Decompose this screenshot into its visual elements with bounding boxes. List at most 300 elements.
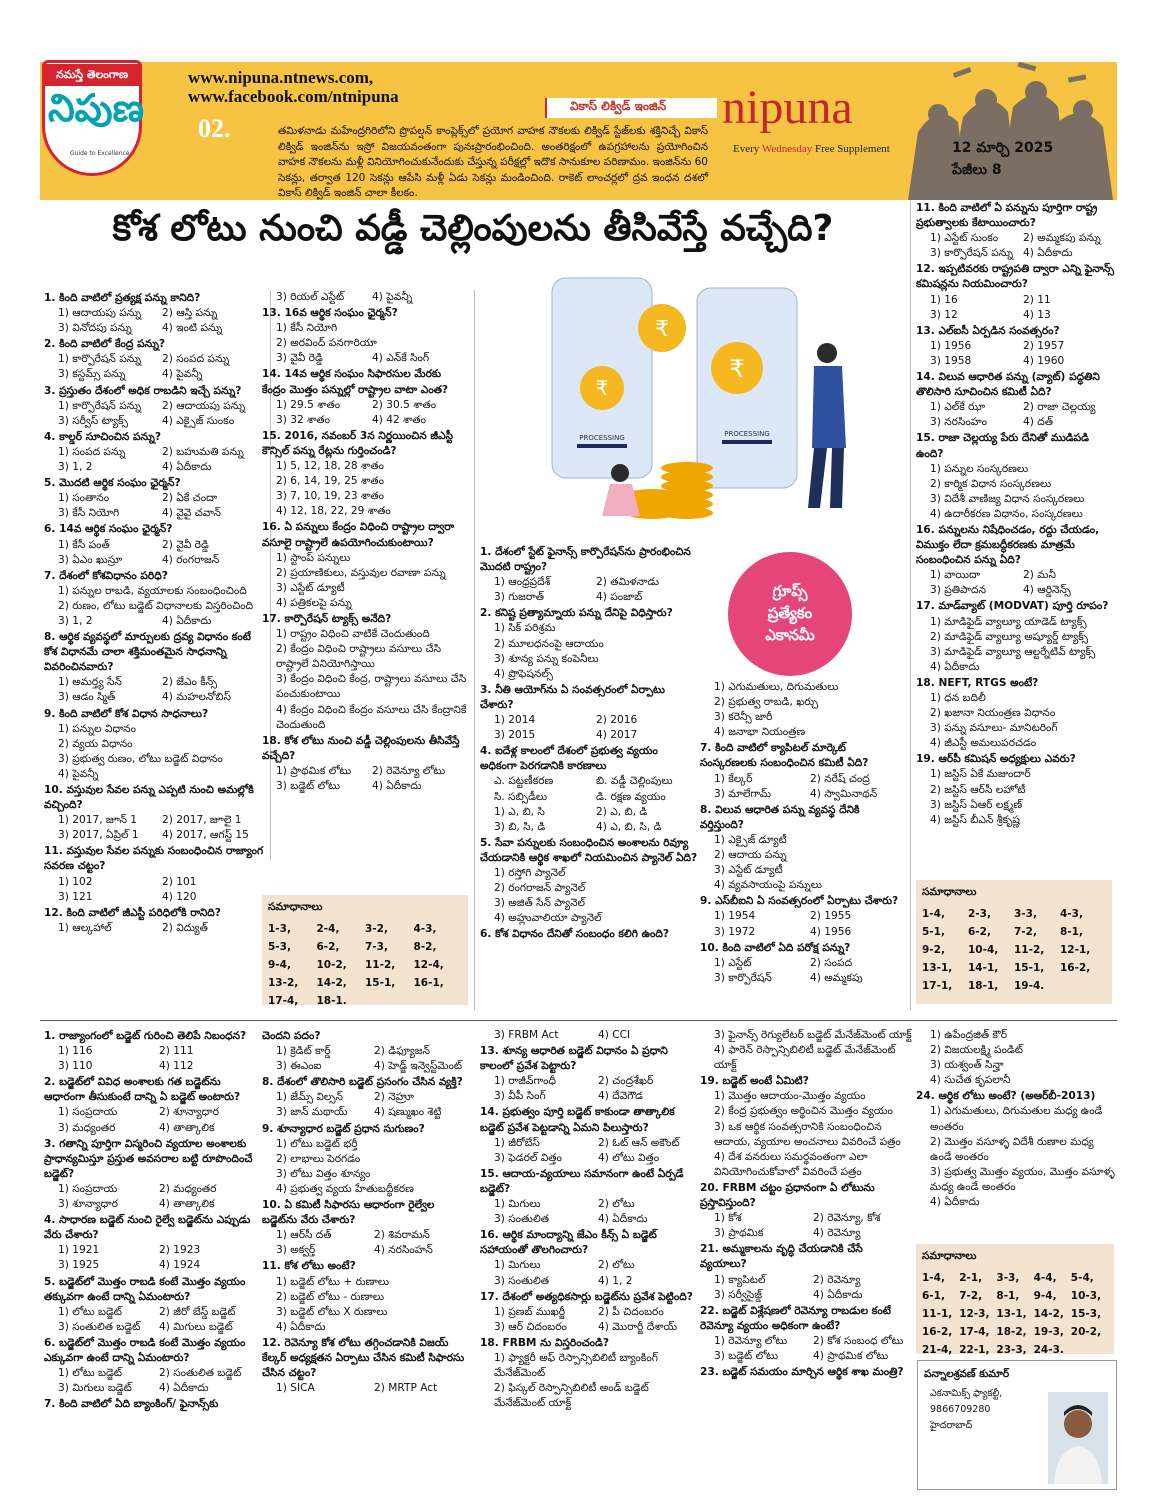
- option-text: 2) లోటు: [598, 1259, 635, 1272]
- answer-item: 10-2,: [316, 959, 347, 971]
- answer-item: 5-4,: [1070, 1272, 1094, 1284]
- answer-item: 2-3,: [968, 908, 991, 920]
- option-text: 3) 32 శాతం: [276, 413, 331, 426]
- question-item: [262, 290, 468, 305]
- page-title: కోశ లోటు నుంచి వడ్డీ చెల్లింపులను తీసివేస్తే వచ్చేది?: [112, 208, 834, 249]
- question-item: [916, 599, 1116, 674]
- question-text: 14. ప్రభుత్వం పూర్తి బడ్జెట్ కాకుండా తాత్కాలిక బడ్జెట్ ప్రవేశ పెట్టడాన్ని ఏమని పిలుస్తారు?: [480, 1106, 675, 1134]
- option-text: 3) కరెన్సీ జారీ: [714, 711, 773, 724]
- option-text: 1) ఎగుమతులు, దిగుమతుల మధ్య ఉండే అంతరం: [930, 1105, 1103, 1133]
- option-text: 2) మనీ: [1023, 569, 1056, 582]
- option-text: 3) వైవీ రెడ్డి: [276, 352, 323, 365]
- option-text: 1) రాష్ట్రం విధించి వాటికే చెందుతుంది: [276, 628, 430, 641]
- question-text: 2. కింది వాటిలో కేంద్ర పన్ను?: [44, 338, 166, 351]
- answer-item: 19-4.: [1014, 980, 1045, 992]
- option-text: 1) కేల్కర్: [714, 772, 753, 785]
- option-text: 2) 1957: [1023, 339, 1065, 352]
- answer-item: 6-1,: [922, 1290, 945, 1302]
- question-text: 12. ఇప్పటివరకు రాష్ట్రపతి ద్వారా ఎన్ని ఫైనాన్స్ కమిషన్లను నియమించారు?: [916, 263, 1115, 291]
- question-text: 2. కనిష్ట ప్రత్యామ్నాయ పన్ను దేనిపై విధిస్తారు?: [480, 607, 673, 620]
- author-photo: [1048, 1392, 1108, 1484]
- option-text: 1) ఆంధ్రప్రదేశ్: [494, 576, 551, 589]
- option-grid: [480, 1074, 702, 1104]
- badge-line: గ్రూప్స్: [772, 582, 808, 600]
- question-item: [916, 1028, 1116, 1088]
- option-text: 2) జేఎం కీన్స్: [162, 676, 218, 689]
- answer-item: 15-3,: [1070, 1308, 1102, 1320]
- question-text: 22. బడ్జెట్ విశ్లేషణలో రెవెన్యూ రాబడుల కంటే రెవెన్యూ వ్యయం అధికంగా ఉంటే?: [700, 1304, 891, 1332]
- logo-ribbon: నమస్తే తెలంగాణ: [44, 64, 140, 86]
- option-text: 3) శూన్య పన్ను కంపెనీలు: [494, 652, 599, 665]
- option-text: 1) ధన బదిలీ: [930, 692, 986, 704]
- option-text: 3) 12: [930, 308, 958, 321]
- question-text: 2. బడ్జెట్‌లో వివిధ అంశాలకు గత బడ్జెట్‌ను ఆధారంగా తీసుకుంటే దాన్ని ఏ బడ్జెట్ అంటారు?: [44, 1076, 241, 1104]
- option-text: 4) పైవన్నీ: [58, 767, 99, 780]
- option-text: 1) ఎక్సైజ్ డ్యూటీ: [714, 833, 787, 846]
- question-item: [916, 201, 1116, 261]
- option-text: 2) రెవెన్యూ లోటు: [372, 764, 446, 777]
- option-text: 4) 12, 18, 22, 29 శాతం: [276, 505, 391, 518]
- option-grid: [916, 339, 1116, 369]
- option-text: 2) మొత్తం వసూళ్ళ విదేశీ రుణాల మధ్య ఉండే అంతరం: [930, 1135, 1094, 1163]
- question-text: 6. 14వ ఆర్థిక సంఘం ఛైర్మన్?: [44, 523, 173, 536]
- option-text: 2) రెవెన్యూ, కోశ: [813, 1212, 881, 1225]
- question-item: [44, 384, 266, 429]
- answer-item: 18-1,: [968, 980, 999, 992]
- option-text: 3) మాడిఫైడ్ వ్యాల్యూ ఆల్టర్నేటివ్ ట్యాక్స్: [930, 645, 1096, 658]
- option-text: 4) 1924: [159, 1259, 201, 1272]
- option-text: 3) కార్పొరేషన్: [714, 971, 772, 984]
- option-text: 3) ప్రభుత్వ మొత్తం వ్యయం, మొత్తం వసూళ్ళ మధ్య ఉండే అంతరం: [930, 1165, 1115, 1193]
- question-item: [700, 1028, 912, 1073]
- question-column-1: [44, 290, 266, 936]
- option-text: 1) బడ్జెట్ లోటు + రుణాలు: [276, 1275, 390, 1288]
- option-grid: [262, 764, 468, 794]
- question-text: 8. విలువ ఆధారిత పన్ను వ్యవస్థ దేనికి వర్తిస్తుంది?: [700, 803, 860, 831]
- question-item: [262, 1075, 472, 1120]
- answer-item: 11-1,: [922, 1308, 953, 1320]
- option-text: 1) SICA: [276, 1382, 315, 1395]
- option-text: 2) లోటు: [598, 1198, 635, 1211]
- answer-item: 14-1,: [968, 962, 999, 974]
- option-text: 1) లోటు బడ్జెట్: [58, 1305, 122, 1318]
- option-text: 4) ఏదీకాదు: [162, 614, 212, 627]
- option-text: 3) ఫైనాన్స్ రెగ్యులేటర్ బడ్జెట్ మేనేజ్‌మెంట్ యాక్ట్: [714, 1029, 912, 1041]
- option-grid: [480, 1305, 702, 1335]
- option-text: 1) సంప్రదాయ: [58, 1182, 118, 1195]
- author-name: పన్నాలశ్రవణ్ కుమార్: [924, 1368, 1010, 1380]
- option-text: 1) స్టాంప్ పన్నులు: [276, 551, 351, 564]
- option-text: 2) రెవెన్యూ: [813, 1273, 861, 1286]
- question-item: [44, 476, 266, 521]
- option-text: 1) పన్నుల సంస్కరణలు: [930, 462, 1029, 475]
- option-text: 4) ఏదీకాదు: [1023, 247, 1073, 260]
- option-text: 3) జాన్ మథాయ్: [276, 1106, 348, 1119]
- option-text: 4) ఫారెన్ రెస్పాన్సిబిలిటీ బడ్జెట్ మేనేజ్‌మెంట్ యాక్ట్: [714, 1044, 896, 1072]
- answer-item: 5-1,: [922, 926, 945, 938]
- question-text: 8. దేశంలో తొలిసారి బడ్జెట్ ప్రసంగం చేసిన వ్యక్తి?: [262, 1076, 463, 1089]
- option-grid: [916, 568, 1116, 598]
- question-text: 10. కింది వాటిలో ఏది పరోక్ష పన్ను?: [700, 941, 851, 954]
- option-text: 2) మాడిఫైడ్ వ్యాల్యూ అష్యూర్డ్ ట్యాక్స్: [930, 630, 1089, 643]
- page-number: 02.: [198, 114, 231, 143]
- question-text: 9. కింది వాటిలో కోశ విధాన సాధనాలు?: [44, 707, 209, 720]
- option-grid: [44, 445, 266, 475]
- option-text: 1) క్యాపిటల్: [714, 1273, 766, 1286]
- facebook-url[interactable]: www.facebook.com/ntnipuna: [188, 87, 399, 106]
- question-text: 13. ఎల్‌ఐసీ ఏర్పడిన సంవత్సరం?: [916, 324, 1060, 337]
- option-text: 2) పీ చిదంబరం: [598, 1305, 664, 1318]
- option-text: 4) లోటు విత్తం: [598, 1151, 660, 1164]
- option-text: 1) కార్పొరేషన్ పన్ను: [58, 399, 142, 412]
- answer-item: 8-1,: [1060, 926, 1083, 938]
- question-item: [916, 431, 1116, 522]
- option-grid: [44, 1105, 260, 1135]
- question-item: [44, 783, 266, 843]
- option-text: 2) ఓట్ ఆన్ అకౌంట్: [598, 1136, 680, 1149]
- option-text: 1) ఎస్టేట్ సుంకం: [930, 232, 999, 245]
- answer-item: 21-4,: [922, 1344, 953, 1356]
- option-text: 3) యశ్వంత్ సిన్హా: [930, 1059, 1004, 1072]
- question-text: 1. దేశంలో స్టేట్ ఫైనాన్స్ కార్పొరేషన్‌ను ప్రారంభించిన మొదటి రాష్ట్రం?: [480, 546, 691, 574]
- answer-item: 15-1,: [365, 977, 396, 989]
- option-text: 2) శివరామన్: [374, 1229, 430, 1242]
- question-item: [480, 1105, 702, 1165]
- question-item: [700, 680, 906, 740]
- answer-item: 14-2,: [1033, 1308, 1064, 1320]
- answer-item: 16-2,: [1060, 962, 1091, 974]
- question-column-3: [480, 544, 698, 942]
- author-info: [930, 1386, 1002, 1434]
- option-grid: [44, 399, 266, 429]
- option-grid: [262, 1090, 472, 1120]
- option-grid: [700, 772, 906, 802]
- option-text: 1) 116: [58, 1045, 93, 1058]
- answers-title: సమాధానాలు: [922, 886, 977, 898]
- question-item: [480, 836, 698, 927]
- option-text: 3) సంతులిత: [494, 1274, 549, 1287]
- option-text: 4) వైవై చవాన్: [162, 507, 221, 520]
- option-text: 3) బి, సి, డి: [494, 820, 546, 833]
- option-grid: [44, 491, 266, 521]
- question-item: [480, 1167, 702, 1227]
- option-text: 1) కార్పొరేషన్ పన్ను: [58, 353, 142, 366]
- question-column-b3: [480, 1028, 702, 1411]
- option-grid: [700, 1334, 912, 1364]
- option-text: 4) 120: [162, 890, 197, 903]
- option-text: 1) ఫ్యాక్టరీ అఫ్ రెస్పాన్సిబిలిటీ బ్యాంకింగ్ మేనేజ్‌మెంట్: [494, 1351, 658, 1380]
- question-column-b5: [916, 1028, 1116, 1210]
- option-text: 4) రంగరాజన్: [162, 553, 220, 566]
- option-grid: [480, 1258, 702, 1288]
- question-text: 1. కింది వాటిలో ప్రత్యక్ష పన్ను కానిది?: [44, 292, 201, 304]
- svg-text:₹: ₹: [655, 317, 669, 342]
- option-text: 4) షణ్ముఖం శెట్టి: [374, 1106, 442, 1119]
- question-text: 14. 14వ ఆర్థిక సంఘం సిఫారసుల మేరకు కేంద్రం మొత్తం పన్నుల్లో రాష్ట్రాల వాటా ఎంత?: [262, 368, 449, 396]
- question-item: [44, 707, 266, 782]
- question-text: 20. FRBM చట్టం ప్రధానంగా ఏ లోటును ప్రస్తావిస్తుంది?: [700, 1181, 875, 1210]
- column-divider: [474, 290, 475, 1010]
- answer-item: 16-1,: [413, 977, 444, 989]
- answer-item: 14-2,: [316, 977, 347, 989]
- option-text: 2) కేంద్ర ప్రభుత్వం అర్థించిన మొత్తం వ్యయం: [714, 1105, 893, 1118]
- option-text: 1) రాజీవ్‌గాంధీ: [494, 1075, 556, 1088]
- answer-item: 12-1,: [1060, 944, 1091, 956]
- author-phone: 9866709280: [930, 1404, 991, 1415]
- option-text: 2) ప్రయాణికులు, వస్తువుల రవాణా పన్ను: [276, 566, 446, 579]
- answer-item: 19-3,: [1033, 1326, 1064, 1338]
- option-text: 4) దత్: [1023, 416, 1053, 429]
- option-text: 3) ఈఎంఐ: [276, 1060, 322, 1073]
- option-grid: [480, 575, 698, 605]
- option-text: 4) తాత్కాలిక: [159, 1198, 215, 1211]
- option-text: 2) ఖజానా నియంత్రణ విధానం: [930, 707, 1056, 720]
- option-text: 4) పైవన్నీ: [372, 291, 413, 303]
- question-text: 4. సాధారణ బడ్జెట్ నుంచి రైల్వే బడ్జెట్‌ను ఎప్పుడు వేరు చేశారు?: [44, 1214, 251, 1242]
- option-text: 4) ప్రభుత్వ వ్యయ హేతుబద్ధీకరణ: [276, 1182, 414, 1195]
- answer-item: 1-4,: [922, 908, 945, 920]
- option-text: 1) ఆదాయపు పన్ను: [58, 307, 142, 320]
- question-item: [700, 894, 906, 939]
- option-text: 4) ఏదీకాదు: [598, 1213, 648, 1226]
- option-text: 4) కేంద్రం విధించి కేంద్రం వసూలు చేసి కేంద్రానికే చెందుతుంది: [276, 703, 467, 731]
- option-text: 2) విజయలక్ష్మి పండిట్: [930, 1044, 1023, 1057]
- question-item: [480, 927, 698, 942]
- option-text: 1) జేమ్స్ విల్సన్: [276, 1091, 343, 1104]
- page-count: పేజీలు 8: [952, 162, 1002, 178]
- brand-name: nipuna: [722, 81, 853, 134]
- option-grid: [480, 774, 698, 834]
- question-item: [44, 1029, 260, 1074]
- answer-item: 8-1,: [996, 1290, 1020, 1302]
- option-text: 3) జస్టిస్ ఏఆర్ లక్ష్మణ్: [930, 798, 1023, 811]
- question-item: [916, 1089, 1116, 1210]
- option-text: 4) 2017, ఆగస్ట్ 15: [162, 829, 249, 842]
- option-text: 3) అజిత్ సేన్ ప్యానెల్: [494, 897, 586, 910]
- option-grid: [44, 614, 266, 629]
- option-text: 4) దేవెగౌడ: [598, 1090, 643, 1103]
- option-text: 1) 29.5 శాతం: [276, 398, 341, 411]
- option-text: 2) సంతులిత బడ్జెట్: [159, 1367, 242, 1380]
- answer-item: 7-3,: [365, 941, 388, 953]
- option-text: ఎ. పట్టణీకరణ: [494, 775, 554, 788]
- option-grid: [44, 921, 266, 936]
- option-text: 2) 2016: [596, 714, 638, 727]
- logo-word: నిపుణ: [48, 86, 144, 130]
- question-column-b4: [700, 1028, 912, 1380]
- question-item: [480, 1028, 702, 1043]
- question-text: 6. కోశ విధానం దేనితో సంబంధం కలిగి ఉంది?: [480, 928, 670, 941]
- option-text: 2) నెహ్రూ: [374, 1091, 414, 1104]
- supplement-tagline: Every Wednesday Free Supplement: [733, 143, 890, 155]
- question-item: [700, 1365, 912, 1380]
- question-item: [44, 844, 266, 904]
- option-text: 4) హెడ్జ్ ఇన్వెస్ట్‌మెంట్: [374, 1060, 463, 1073]
- answer-item: 7-2,: [959, 1290, 983, 1302]
- option-text: 1) ఆల్కహాల్: [58, 921, 112, 934]
- answer-item: 2-1,: [959, 1272, 983, 1284]
- option-text: 3) మిగులు బడ్జెట్: [58, 1382, 132, 1395]
- answers-grid: [922, 905, 1106, 995]
- option-text: 4) ఏదీకాదు: [276, 1320, 326, 1333]
- option-text: 2) కార్మిక విధాన సంస్కరణలు: [930, 477, 1052, 490]
- answer-item: 23-3,: [996, 1344, 1027, 1356]
- section-divider: [40, 1020, 1117, 1021]
- option-text: 2) రుణం, లోటు బడ్జెట్ విధానాలకు విస్తరించింది: [58, 599, 254, 612]
- news-text: తమిళనాడు మహేంద్రగిరిలోని ప్రొపల్షన్ కాంప్లెక్స్‌లో ప్రయోగ వాహక నౌకలకు లిక్విడ్ స్టేజ్‌లకు శక్తినిచ్చే వికాస్ లిక్విడ్ ఇంజిన్‌ను ఇస్రో విజయవంతంగా పునఃప్రారంభించింది. అంతరిక్షంలో ఉపగ్రహాలను ప్రయోగించిన వాహక నౌకలను మళ్లీ వినియోగించుకునేందుకు చేస్తున్న పరీక్షల్లో ఇదొక సానుకూల పరిణామం. ఇంజిన్‌ను 60 సెకన్లు, తర్వాత 120 సెకన్లు ఆపేసి మళ్లీ ఏడు సెకన్లు మండించింది. రాకెట్ లాంచర్లలో ద్రవ ఇంధన దశలో వికాస్ లిక్విడ్ ఇంజిన్ చాలా కీలకం.: [278, 125, 708, 199]
- option-grid: [916, 400, 1116, 430]
- option-text: 3) కస్టమ్స్ పన్ను: [58, 368, 126, 381]
- option-text: 2) విద్యుత్: [162, 921, 208, 934]
- question-item: [262, 367, 468, 427]
- question-item: [916, 370, 1116, 430]
- option-text: 2) లాభాలు పెరగడం: [276, 1152, 361, 1165]
- option-text: 3) ఆర్ చిదంబరం: [494, 1320, 567, 1333]
- option-text: 1) కోశ: [714, 1212, 742, 1225]
- answer-item: 11-2,: [365, 959, 396, 971]
- answer-item: 7-2,: [1014, 926, 1037, 938]
- website-url[interactable]: www.nipuna.ntnews.com,: [188, 68, 374, 87]
- option-text: 4) నరసింహన్: [374, 1244, 433, 1257]
- option-text: 3) అక్వర్త్: [276, 1244, 316, 1257]
- option-text: 4) ఏదీకాదు: [930, 660, 980, 673]
- question-column-b1: [44, 1028, 260, 1412]
- website-links: [188, 68, 399, 106]
- question-column-2: [262, 290, 468, 794]
- option-text: 3) కార్పొరేషన్ పన్ను: [930, 247, 1014, 260]
- option-text: 1) లోటు బడ్జెట్: [58, 1367, 122, 1380]
- option-text: 1) కేసీ పంత్: [58, 538, 110, 551]
- option-text: 1) ఎస్టేట్: [714, 956, 752, 969]
- option-text: 2) రాజా చెల్లయ్య: [1023, 401, 1096, 414]
- question-text: 15. ఆదాయ-వ్యయాలు సమానంగా ఉంటే ఏర్పడే బడ్జెట్?: [480, 1167, 684, 1195]
- option-text: 4) జీఎస్టీ అమలుపరచడం: [930, 737, 1037, 750]
- option-text: 4) 112: [159, 1060, 194, 1073]
- answer-item: 18-2,: [996, 1326, 1027, 1338]
- option-text: 1) క్రెడిట్ కార్డ్: [276, 1045, 331, 1058]
- answer-item: 15-1,: [1014, 962, 1045, 974]
- option-text: 2) వ్యయ విధానం: [58, 737, 133, 750]
- option-grid: [480, 1197, 702, 1227]
- answer-item: 24-3.: [1033, 1344, 1064, 1356]
- badge-line: ఎకానమీ: [765, 626, 815, 644]
- question-item: [916, 523, 1116, 598]
- option-grid: [700, 956, 906, 986]
- option-text: 2) 1955: [810, 910, 852, 923]
- badge-line: ప్రత్యేకం: [767, 604, 813, 622]
- question-text: 9. శూన్యాధార బడ్జెట్ ప్రధాన సుగుణం?: [262, 1122, 425, 1135]
- graduates-illustration-icon: [898, 62, 1117, 200]
- option-text: 4) ఆర్డినెన్స్: [1023, 584, 1071, 597]
- question-text: 24. ఆర్థిక లోటు అంటే? (అఆర్‌బీ-2013): [916, 1090, 1096, 1103]
- option-text: 4) సుచేత కృపలానీ: [930, 1074, 1011, 1087]
- option-text: 3) ఫెడరల్ విత్తం: [494, 1151, 562, 1164]
- option-grid: [44, 1243, 260, 1273]
- option-text: 3) ఎస్టేట్ డ్యూటీ: [714, 864, 783, 877]
- option-grid: [44, 306, 266, 336]
- option-text: 1) మొత్తం ఆదాయం-మొత్తం వ్యయం: [714, 1090, 866, 1103]
- option-text: 2) ఎ, బి, డి: [596, 805, 648, 818]
- option-text: 2) చంద్రశేఖర్: [598, 1075, 654, 1088]
- question-item: [44, 906, 266, 936]
- option-text: 2) బహుమతి పన్ను: [162, 445, 244, 458]
- question-item: [44, 1336, 260, 1396]
- option-text: 1) అమర్త్య సేన్: [58, 676, 122, 689]
- answer-item: 18-1.: [316, 995, 347, 1007]
- option-grid: [700, 1211, 912, 1241]
- question-text: 6. బడ్జెట్‌లో మొత్తం రాబడి కంటే మొత్తం వ్యయం ఎక్కువగా ఉంటే దాన్ని ఏమంటారు?: [44, 1336, 246, 1364]
- question-item: [480, 1044, 702, 1104]
- answer-item: 3-3,: [996, 1272, 1020, 1284]
- option-text: సి. సబ్సిడీలు: [494, 790, 548, 803]
- option-grid: [44, 1366, 260, 1396]
- question-text: 4. కాల్డర్ సూచించిన పన్ను?: [44, 430, 161, 443]
- question-item: [44, 1213, 260, 1273]
- question-item: [916, 324, 1116, 369]
- question-item: [44, 291, 266, 336]
- question-item: [480, 545, 698, 605]
- question-item: [262, 1336, 472, 1396]
- svg-text:₹: ₹: [729, 355, 745, 383]
- option-text: 2) మధ్యంతర: [159, 1182, 217, 1195]
- question-text: 17. కార్పొరేషన్ ట్యాక్స్ అనేది?: [262, 612, 392, 625]
- option-text: 2) 11: [1023, 293, 1051, 306]
- question-item: [480, 1336, 702, 1411]
- option-grid: [44, 352, 266, 382]
- answer-item: 10-4,: [968, 944, 999, 956]
- question-item: [44, 337, 266, 382]
- question-text: 7. దేశంలో కోశవిధానం పరిధి?: [44, 569, 168, 582]
- option-text: 3) 121: [58, 890, 93, 903]
- question-text: 18. FRBM ను విస్తరించండి?: [480, 1336, 609, 1349]
- option-text: 2) అమ్మకపు పన్ను: [1023, 232, 1101, 245]
- question-column-5: [916, 200, 1116, 828]
- option-text: 3) బడ్జెట్ లోటు: [276, 780, 340, 792]
- option-grid: [480, 1136, 702, 1166]
- answer-item: 13-1,: [996, 1308, 1027, 1320]
- option-text: 2) జీరో బేస్డ్ బడ్జెట్: [159, 1305, 236, 1318]
- answer-item: 2-4,: [316, 923, 340, 935]
- option-text: 4) జస్టిస్ బీఎన్ శ్రీకృష్ణ: [930, 813, 1020, 826]
- option-grid: [44, 1305, 260, 1335]
- groups-economy-badge: [728, 552, 852, 676]
- option-text: 4) అహ్లువాలియా ప్యానెల్: [494, 912, 602, 925]
- question-item: [916, 676, 1116, 751]
- option-text: 3) ఏఎం ఖుస్రూ: [58, 553, 123, 566]
- option-text: 1) జస్టిస్ ఏకే మజుందార్: [930, 768, 1031, 781]
- question-text: 15. రాజా చెల్లయ్య పేరు దేనితో ముడిపడి ఉంది?: [916, 432, 1089, 460]
- answer-item: 3-3,: [1014, 908, 1037, 920]
- option-text: 1) సిక్ పరిశ్రమ: [494, 622, 556, 635]
- option-text: 3) సంతులిత బడ్జెట్: [58, 1320, 141, 1333]
- question-item: [44, 1275, 260, 1335]
- option-text: 2) తమిళనాడు: [596, 576, 660, 589]
- option-text: 3) ప్రతిపాదన: [930, 584, 986, 597]
- question-text: 18. కోశ లోటు నుంచి వడ్డీ చెల్లింపులను తీసివేస్తే వచ్చేది?: [262, 734, 460, 762]
- answer-item: 3-2,: [365, 923, 388, 935]
- option-text: 4) ఎ, బి, సి, డి: [596, 820, 662, 833]
- question-text: 17. మాడ్‌వ్యాట్ (MODVAT) పూర్తి రూపం?: [916, 600, 1109, 613]
- option-text: 4) అమ్మకపు: [810, 971, 863, 984]
- question-text: 1. రాజ్యాంగంలో బడ్జెట్ గురించి తెలిపే నిబంధన?: [44, 1030, 247, 1042]
- answer-item: 9-4,: [1033, 1290, 1057, 1302]
- question-item: [700, 1074, 912, 1180]
- option-text: 4) ఏదీకాదు: [930, 1196, 980, 1209]
- option-grid: [44, 1044, 260, 1074]
- option-text: 1) సంతానం: [58, 492, 110, 505]
- option-text: 2) ఆస్తి పన్ను: [162, 307, 218, 320]
- option-text: 3) ప్రాథమిక: [714, 1227, 764, 1240]
